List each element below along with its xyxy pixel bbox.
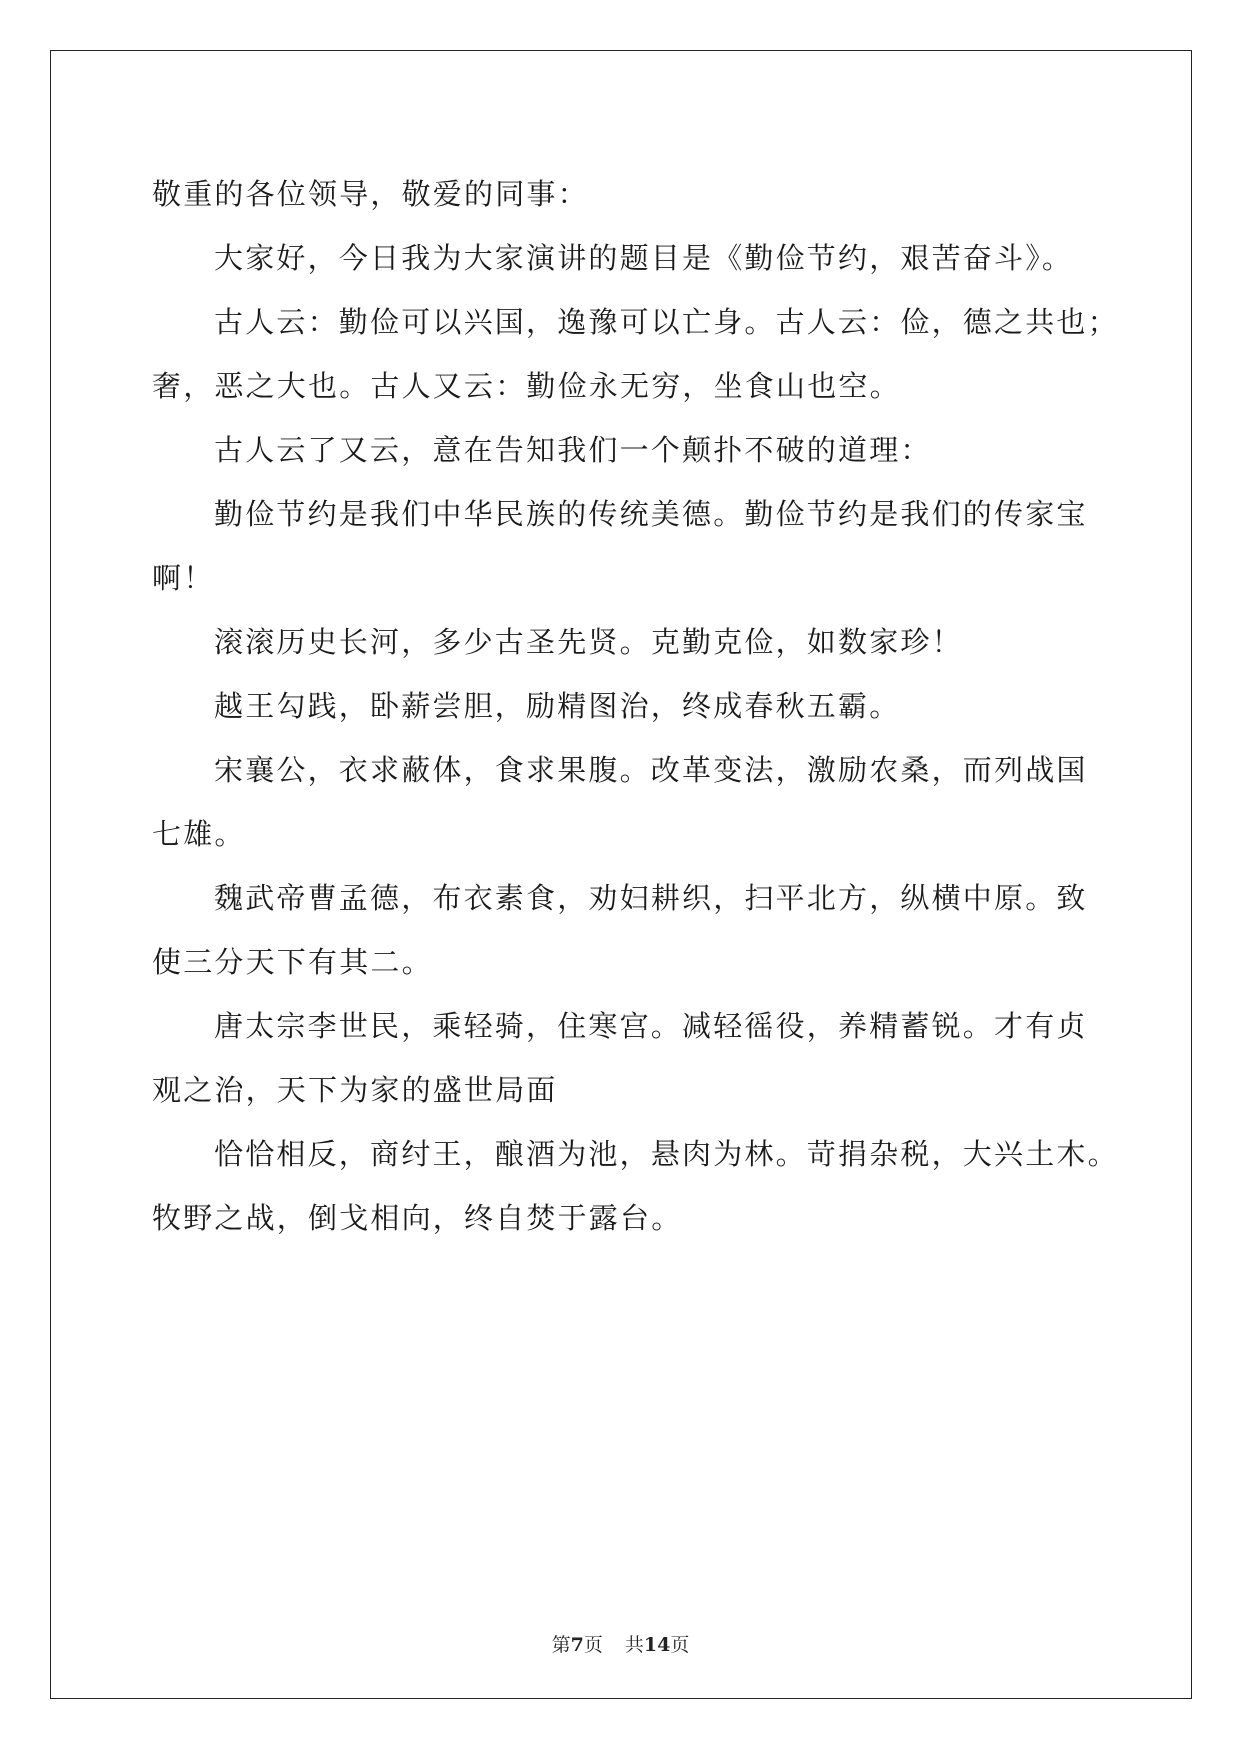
text-line: 恰恰相反，商纣王，酿酒为池，悬肉为林。苛捐杂税，大兴土木。	[214, 1137, 1119, 1171]
text-line: 敬重的各位领导，敬爱的同事：	[152, 177, 589, 211]
document-body	[152, 162, 1119, 1250]
text-line: 牧野之战，倒戈相向，终自焚于露台。	[152, 1201, 683, 1235]
text-line: 魏武帝曹孟德，布衣素食，劝妇耕织，扫平北方，纵横中原。致	[214, 881, 1088, 915]
text-line: 宋襄公，衣求蔽体，食求果腹。改革变法，激励农桑，而列战国	[214, 753, 1088, 787]
text-line: 观之治，天下为家的盛世局面	[152, 1073, 558, 1107]
text-line: 古人云了又云，意在告知我们一个颠扑不破的道理：	[214, 433, 932, 467]
page-total: 共14页	[624, 1634, 690, 1656]
text-line: 使三分天下有其二。	[152, 945, 433, 979]
text-line: 奢，恶之大也。古人又云：勤俭永无穷，坐食山也空。	[152, 369, 901, 403]
text-line: 啊！	[152, 561, 215, 595]
text-line: 勤俭节约是我们中华民族的传统美德。勤俭节约是我们的传家宝	[214, 497, 1088, 531]
text-line: 滚滚历史长河，多少古圣先贤。克勤克俭，如数家珍！	[214, 625, 963, 659]
text-line: 越王勾践，卧薪尝胆，励精图治，终成春秋五霸。	[214, 689, 901, 723]
text-line: 唐太宗李世民，乘轻骑，住寒宫。减轻徭役，养精蓄锐。才有贞	[214, 1009, 1088, 1043]
text-line: 大家好，今日我为大家演讲的题目是《勤俭节约，艰苦奋斗》。	[214, 241, 1074, 275]
text-line: 古人云：勤俭可以兴国，逸豫可以亡身。古人云：俭，德之共也；	[214, 305, 1119, 339]
text-line: 七雄。	[152, 817, 246, 851]
page-number: 第7页	[551, 1634, 603, 1656]
page-footer	[0, 1630, 1241, 1657]
